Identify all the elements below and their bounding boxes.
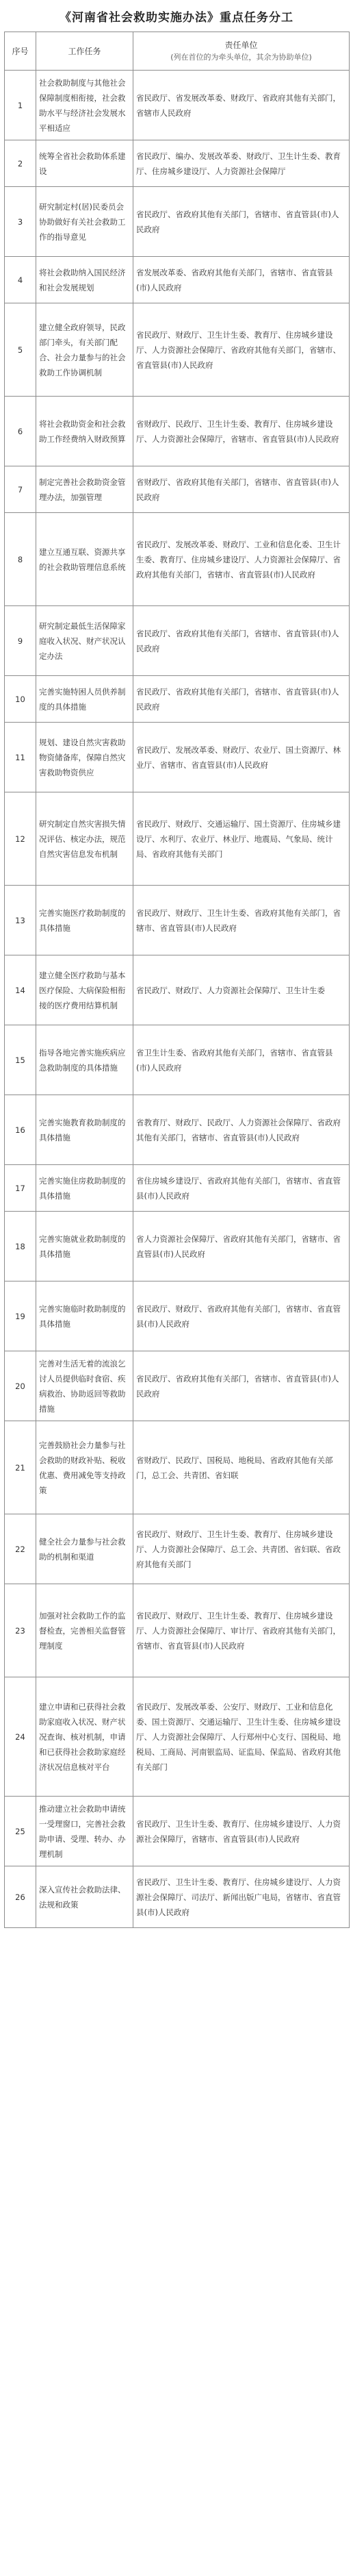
row-task: 研究制定自然灾害损失情况评估、核定办法，规范自然灾害信息发布机制 xyxy=(36,792,133,886)
row-number: 3 xyxy=(5,187,36,257)
row-task: 研究制定村(居)民委员会协助做好有关社会救助工作的指导意见 xyxy=(36,187,133,257)
table-row xyxy=(5,955,350,1025)
table-row xyxy=(5,1351,350,1421)
table-row xyxy=(5,1095,350,1165)
table-row xyxy=(5,71,350,140)
row-task: 完善实施就业救助制度的具体措施 xyxy=(36,1212,133,1281)
row-task: 将社会救助纳入国民经济和社会发展规划 xyxy=(36,257,133,303)
header-dept xyxy=(133,32,350,71)
table-row xyxy=(5,1677,350,1797)
row-task: 完善实施住房救助制度的具体措施 xyxy=(36,1165,133,1212)
header-item: 工作任务 xyxy=(36,32,133,71)
row-task: 加强对社会救助工作的监督检查，完善相关监督管理制度 xyxy=(36,1584,133,1677)
row-task: 规划、建设自然灾害救助物资储备库，保障自然灾害救助物资供应 xyxy=(36,723,133,792)
row-task: 建立健全医疗救助与基本医疗保险、大病保险相衔接的医疗费用结算机制 xyxy=(36,955,133,1025)
row-task: 建立申请和已获得社会救助家庭收入状况、财产状况查询、核对机制，申请和已获得社会救助家庭经济状况信息核对平台 xyxy=(36,1677,133,1797)
row-number: 1 xyxy=(5,71,36,140)
row-responsible-units: 省民政厅、省政府其他有关部门，省辖市、省直管县(市)人民政府 xyxy=(133,676,350,723)
table-row xyxy=(5,1514,350,1584)
table-row xyxy=(5,676,350,723)
row-task: 完善对生活无着的流浪乞讨人员提供临时食宿、疾病救治、协助返回等救助措施 xyxy=(36,1351,133,1421)
row-responsible-units: 省民政厅、省政府其他有关部门，省辖市、省直管县(市)人民政府 xyxy=(133,1351,350,1421)
row-number: 9 xyxy=(5,606,36,676)
table-row xyxy=(5,1025,350,1095)
row-task: 将社会救助资金和社会救助工作经费纳入财政预算 xyxy=(36,397,133,466)
row-task: 制定完善社会救助资金管理办法，加强管理 xyxy=(36,466,133,513)
table-body xyxy=(5,71,350,1928)
row-number: 24 xyxy=(5,1677,36,1797)
header-no: 序号 xyxy=(5,32,36,71)
row-task: 完善鼓励社会力量参与社会救助的财政补贴、税收优惠、费用减免等支持政策 xyxy=(36,1421,133,1514)
row-responsible-units: 省民政厅、财政厅、交通运输厅、国土资源厅、住房城乡建设厅、水利厅、农业厅、林业厅、地震局、气象局、统计局、省政府其他有关部门 xyxy=(133,792,350,886)
row-task: 指导各地完善实施疾病应急救助制度的具体措施 xyxy=(36,1025,133,1095)
row-responsible-units: 省财政厅、民政厅、卫生计生委、教育厅、住房城乡建设厅、人力资源社会保障厅，省辖市、省直管县(市)人民政府 xyxy=(133,397,350,466)
row-responsible-units: 省民政厅、财政厅、卫生计生委、教育厅、住房城乡建设厅、人力资源社会保障厅、省政府其他有关部门，省辖市、省直管县(市)人民政府 xyxy=(133,303,350,397)
row-responsible-units: 省民政厅、编办、发展改革委、财政厅、卫生计生委、教育厅、住房城乡建设厅、人力资源社会保障厅 xyxy=(133,140,350,187)
row-responsible-units: 省民政厅、财政厅、卫生计生委、教育厅、住房城乡建设厅、人力资源社会保障厅、总工会、共青团、省妇联、省政府其他有关部门 xyxy=(133,1514,350,1584)
row-responsible-units: 省民政厅、发展改革委、公安厅、财政厅、工业和信息化委、国土资源厅、交通运输厅、卫生计生委、住房城乡建设厅、人力资源社会保障厅、人行郑州中心支行、国税局、地税局、工商局、河南银监局、证监局、保监局、省政府其他有关部门 xyxy=(133,1677,350,1797)
row-responsible-units: 省教育厅、财政厅、民政厅、人力资源社会保障厅、省政府其他有关部门，省辖市、省直管县(市)人民政府 xyxy=(133,1095,350,1165)
row-number: 20 xyxy=(5,1351,36,1421)
row-number: 17 xyxy=(5,1165,36,1212)
row-number: 16 xyxy=(5,1095,36,1165)
table-row xyxy=(5,886,350,955)
row-responsible-units: 省民政厅、财政厅、人力资源社会保障厅、卫生计生委 xyxy=(133,955,350,1025)
table-row xyxy=(5,606,350,676)
row-responsible-units: 省民政厅、卫生计生委、教育厅、住房城乡建设厅、人力资源社会保障厅，省辖市、省直管县(市)人民政府 xyxy=(133,1797,350,1866)
document-title: 《河南省社会救助实施办法》重点任务分工 xyxy=(60,11,293,25)
table-row xyxy=(5,723,350,792)
row-number: 14 xyxy=(5,955,36,1025)
row-number: 21 xyxy=(5,1421,36,1514)
header-row xyxy=(5,32,350,71)
row-task: 完善实施医疗救助制度的具体措施 xyxy=(36,886,133,955)
row-number: 2 xyxy=(5,140,36,187)
header-dept-note: (列在首位的为牵头单位，其余为协助单位) xyxy=(170,52,312,62)
table-row xyxy=(5,1421,350,1514)
table-row xyxy=(5,257,350,303)
row-number: 5 xyxy=(5,303,36,397)
row-responsible-units: 省民政厅、发展改革委、财政厅、农业厅、国土资源厅、林业厅、省辖市、省直管县(市)人民政府 xyxy=(133,723,350,792)
table-row xyxy=(5,303,350,397)
row-task: 统筹全省社会救助体系建设 xyxy=(36,140,133,187)
row-responsible-units: 省财政厅、省政府其他有关部门，省辖市、省直管县(市)人民政府 xyxy=(133,466,350,513)
row-number: 23 xyxy=(5,1584,36,1677)
row-number: 12 xyxy=(5,792,36,886)
table-row xyxy=(5,1281,350,1351)
row-responsible-units: 省民政厅、卫生计生委、教育厅、住房城乡建设厅、人力资源社会保障厅、司法厅、新闻出版广电局，省辖市、省直管县(市)人民政府 xyxy=(133,1866,350,1928)
row-responsible-units: 省民政厅、发展改革委、财政厅、工业和信息化委、卫生计生委、教育厅、住房城乡建设厅、人力资源社会保障厅、省政府其他有关部门，省辖市、省直管县(市)人民政府 xyxy=(133,513,350,606)
row-task: 完善实施临时救助制度的具体措施 xyxy=(36,1281,133,1351)
row-number: 10 xyxy=(5,676,36,723)
table-row xyxy=(5,1797,350,1866)
row-task: 健全社会力量参与社会救助的机制和渠道 xyxy=(36,1514,133,1584)
table-row xyxy=(5,1866,350,1928)
row-responsible-units: 省财政厅、民政厅、国税局、地税局、省政府其他有关部门，总工会、共青团、省妇联 xyxy=(133,1421,350,1514)
row-task: 推动建立社会救助申请统一受理窗口，完善社会救助申请、受理、转办、办理机制 xyxy=(36,1797,133,1866)
row-number: 19 xyxy=(5,1281,36,1351)
row-number: 13 xyxy=(5,886,36,955)
table-row xyxy=(5,792,350,886)
row-number: 15 xyxy=(5,1025,36,1095)
row-responsible-units: 省卫生计生委、省政府其他有关部门，省辖市、省直管县(市)人民政府 xyxy=(133,1025,350,1095)
table-row xyxy=(5,187,350,257)
row-responsible-units: 省民政厅、财政厅、卫生计生委、教育厅、住房城乡建设厅、人力资源社会保障厅、审计厅、省政府其他有关部门，省辖市、省直管县(市)人民政府 xyxy=(133,1584,350,1677)
table-row xyxy=(5,466,350,513)
row-responsible-units: 省人力资源社会保障厅、省政府其他有关部门，省辖市、省直管县(市)人民政府 xyxy=(133,1212,350,1281)
row-responsible-units: 省民政厅、财政厅、卫生计生委、省政府其他有关部门，省辖市、省直管县(市)人民政府 xyxy=(133,886,350,955)
row-responsible-units: 省民政厅、省政府其他有关部门，省辖市、省直管县(市)人民政府 xyxy=(133,606,350,676)
row-number: 18 xyxy=(5,1212,36,1281)
task-table xyxy=(4,32,350,1928)
row-responsible-units: 省民政厅、省政府其他有关部门，省辖市、省直管县(市)人民政府 xyxy=(133,187,350,257)
row-task: 建立互通互联、资源共享的社会救助管理信息系统 xyxy=(36,513,133,606)
row-responsible-units: 省住房城乡建设厅、省政府其他有关部门，省辖市、省直管县(市)人民政府 xyxy=(133,1165,350,1212)
table-row xyxy=(5,1584,350,1677)
row-number: 25 xyxy=(5,1797,36,1866)
row-task: 建立健全政府领导，民政部门牵头，有关部门配合、社会力量参与的社会救助工作协调机制 xyxy=(36,303,133,397)
row-number: 11 xyxy=(5,723,36,792)
row-number: 7 xyxy=(5,466,36,513)
row-task: 深入宣传社会救助法律、法规和政策 xyxy=(36,1866,133,1928)
row-task: 研究制定最低生活保障家庭收入状况、财产状况认定办法 xyxy=(36,606,133,676)
row-number: 8 xyxy=(5,513,36,606)
row-number: 6 xyxy=(5,397,36,466)
row-responsible-units: 省民政厅、财政厅、省政府其他有关部门，省辖市、省直管县(市)人民政府 xyxy=(133,1281,350,1351)
row-task: 完善实施教育救助制度的具体措施 xyxy=(36,1095,133,1165)
row-number: 4 xyxy=(5,257,36,303)
row-task: 完善实施特困人员供养制度的具体措施 xyxy=(36,676,133,723)
table-row xyxy=(5,1212,350,1281)
table-row xyxy=(5,513,350,606)
row-task: 社会救助制度与其他社会保障制度相衔接，社会救助水平与经济社会发展水平相适应 xyxy=(36,71,133,140)
table-row xyxy=(5,397,350,466)
row-number: 26 xyxy=(5,1866,36,1928)
table-row xyxy=(5,1165,350,1212)
row-responsible-units: 省民政厅、省发展改革委、财政厅、省政府其他有关部门，省辖市人民政府 xyxy=(133,71,350,140)
table-row xyxy=(5,140,350,187)
header-dept-main: 责任单位 xyxy=(224,40,258,50)
row-number: 22 xyxy=(5,1514,36,1584)
table-header xyxy=(5,32,350,71)
row-responsible-units: 省发展改革委、省政府其他有关部门，省辖市、省直管县(市)人民政府 xyxy=(133,257,350,303)
